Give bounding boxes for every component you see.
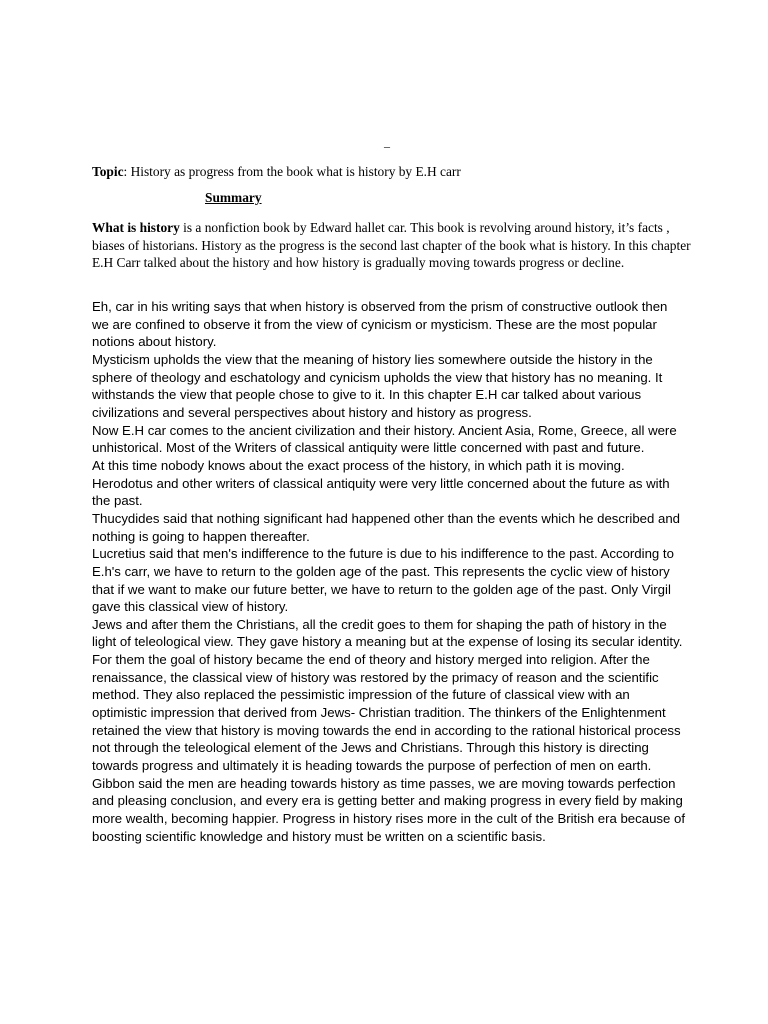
paragraph: Now E.H car comes to the ancient civilization and their history. Ancient Asia, Rome, Greece, all were unhistorical. Most of the Writers of classical antiquity were little concerned with past and future.: [92, 422, 677, 456]
paragraph: Mysticism upholds the view that the meaning of history lies somewhere outside the history in the sphere of theology and eschatology and cynicism upholds the view that history has no meaning. It withstands the view that people chose to give to it. In this chapter E.H car talked about various civilizations and several perspectives about history and history as progress.: [92, 351, 663, 420]
topic-text: : History as progress from the book what is history by E.H carr: [123, 164, 461, 179]
topic-label: Topic: [92, 164, 124, 179]
header-dash: –: [384, 139, 390, 153]
paragraph: At this time nobody knows about the exact process of the history, in which path it is moving. Herodotus and other writers of classical antiquity were very little concerned about the future as with the past.: [92, 457, 670, 509]
paragraph: Eh, car in his writing says that when history is observed from the prism of constructive outlook then we are confined to observe it from the view of cynicism or mysticism. These are the most popular notions about history.: [92, 299, 668, 350]
intro-text: is a nonfiction book by Edward hallet car. This book is revolving around history, it’s facts , biases of historians. History as the progress is the second last chapter of the book what is history. In this chapter E.H Carr talked about the history and how history is gradually moving towards progress or decline.: [92, 220, 691, 271]
topic-line: [92, 163, 692, 181]
intro-lead: What is history: [92, 220, 180, 235]
intro-paragraph: [92, 219, 692, 272]
paragraph: Thucydides said that nothing significant had happened other than the events which he described and nothing is going to happen thereafter.: [92, 510, 680, 544]
summary-heading: Summary: [205, 190, 262, 205]
body-text: [92, 298, 686, 845]
paragraph: Lucretius said that men's indifference to the future is due to his indifference to the past. According to E.h's carr, we have to return to the golden age of the past. This represents the cyclic view of history that if we want to make our future better, we have to return to the golden age of the past. Only Virgil gave this classical view of history.: [92, 546, 674, 615]
paragraph: Jews and after them the Christians, all the credit goes to them for shaping the path of history in the light of teleological view. They gave history a meaning but at the expense of losing its secular identity. For them the goal of history became the end of theory and history merged into religion. After the renaissance, the classical view of history was restored by the primacy of reason and the scientific method. They also replaced the pessimistic impression of the future of classical view with an optimistic impression that derived from Jews- Christian tradition. The thinkers of the Enlightenment retained the view that history is moving towards the end in according to the rational historical process not through the teleological element of the Jews and Christians. Through this history is directing towards progress and ultimately it is heading towards the purpose of perfection of men on earth. Gibbon said the men are heading towards history as time passes, we are moving towards perfection and pleasing conclusion, and every era is getting better and making progress in every field by making more wealth, becoming happier. Progress in history rises more in the cult of the British era because of boosting scientific knowledge and history must be written on a scientific basis.: [92, 616, 685, 844]
